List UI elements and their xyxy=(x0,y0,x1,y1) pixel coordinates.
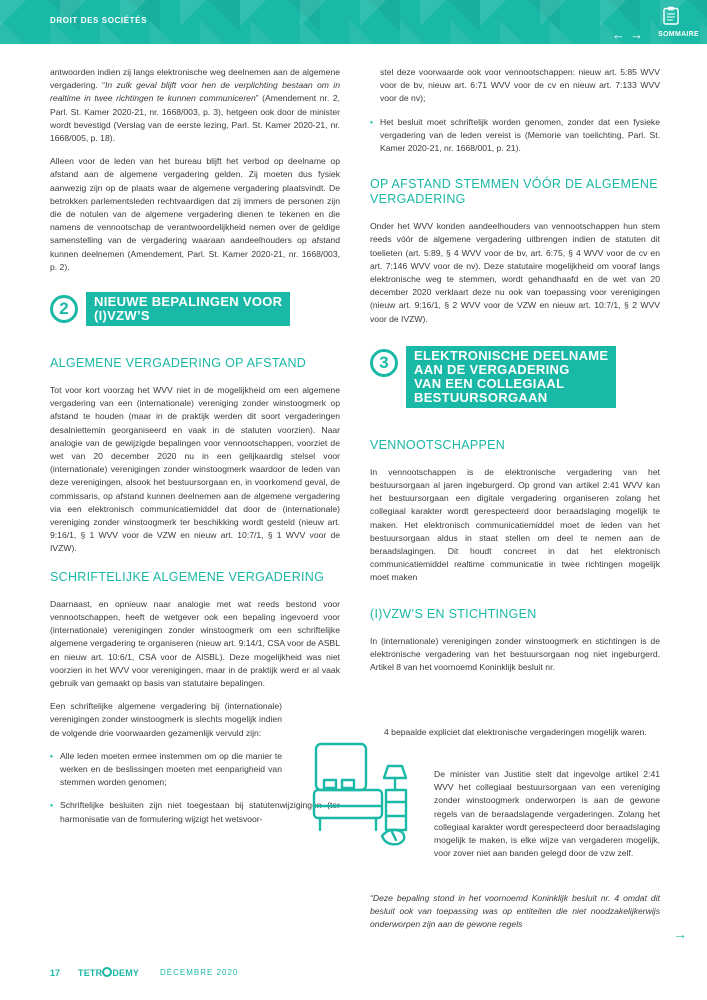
bullet-item: • Alle leden moeten ermee instemmen om op die manier te werken en de beslissingen moeten met eenparigheid van stemmen worden genomen; xyxy=(50,750,282,790)
gear-icon xyxy=(102,967,112,977)
section-3-heading xyxy=(370,346,660,412)
section-2-heading xyxy=(50,292,340,342)
bullet-item: • Het besluit moet schriftelijk worden genomen, zonder dat een fysieke vergadering van de leden vereist is (Memorie van toelichting, Parl. St. Kamer 2020-21, nr. 1668/001, p. 21). xyxy=(370,116,660,156)
paragraph: Alleen voor de leden van het bureau blijft het verbod op deelname op afstand aan de algemene vergadering gelden. Zij moeten dus fysiek aanwezig zijn op de plaats waar de algemene vergadering plaatsvindt. De betrokken parlementsleden rechtvaardigen dat zij immers de personen zijn die de notulen van de algemene vergadering dienen te tekenen en die namens de vennootschap de verantwoordelijkheid nemen over de geldige samenstelling van de vergadering waaraan aandeelhouders op afstand kunnen deelnemen (Amendement, Parl. St. Kamer 2020-21, nr. 1668/003, p. 2). xyxy=(50,156,340,272)
section-number: 3 xyxy=(370,349,398,377)
next-page-arrow-icon[interactable]: → xyxy=(673,926,687,942)
bullet-item: • Schriftelijke besluiten zijn niet toegestaan bij statutenwijzigingen (ter harmonisatie van de formulering wijzigt het wetsvoor- xyxy=(50,799,340,825)
left-column xyxy=(50,66,340,836)
next-page-arrow-icon[interactable]: → xyxy=(630,27,643,42)
section-title: DROIT DES SOCIÉTÉS xyxy=(50,16,148,25)
paragraph: antwoorden indien zij langs elektronische weg deelnemen aan de algemene vergadering. “In zulk geval blijft voor hen de verplichting bestaan om in realtime in twee richtingen te kunnen communiceren” (Amendement nr. 2, Parl. St. Kamer 2020-21, nr. 1668/003, p. 3), hetgeen ook door de minister wordt bevestigd (Verslag van de eerste lezing, Parl. St. Kamer 2020-21, nr. 1668/005, p. 18). xyxy=(50,67,340,144)
quote: “Deze bepaling stond in het voornoemd Koninklijk besluit nr. 4 omdat dit besluit ook van toepassing was op entiteiten die niet noodzakelijkerwijs onderworpen zijn aan de gewone regels xyxy=(370,893,660,930)
paragraph: Onder het WVV konden aandeelhouders van vennootschappen hun stem reeds vóór de algemene vergadering uitbrengen indien de statuten dit toelieten (art. 5:89, § 4 WVV voor de bv, art. 6:75, § 4 WVV voor de cv en art. 7:146 WVV voor de nv). Deze statutaire mogelijkheid om vooraf langs elektronische weg te stemmen, wordt gehandhaafd en de wet van 20 december 2020 verklaart deze nu ook van toepassing voor verenigingen (nieuw art. 9:16/1, § 2 WVV voor de VZW en nieuw art. 10:7/1, § 2 WVV voor de IVZW). xyxy=(370,221,660,324)
page-header xyxy=(0,0,707,44)
paragraph: stel deze voorwaarde ook voor vennootschappen: nieuw art. 5:85 WVV voor de bv, nieuw art. 6:71 WVV voor de cv en nieuw art. 7:133 WVV voor de nv); xyxy=(380,67,660,104)
issue-date: DÉCEMBRE 2020 xyxy=(160,968,239,977)
sommaire-link[interactable]: SOMMAIRE xyxy=(658,31,699,38)
subheading: ALGEMENE VERGADERING OP AFSTAND xyxy=(50,356,307,371)
subheading: SCHRIFTELIJKE ALGEMENE VERGADERING xyxy=(50,569,325,584)
section-title-block: ELEKTRONISCHE DEELNAME AAN DE VERGADERING VAN EEN COLLEGIAAL BESTUURSORGAAN xyxy=(406,346,616,408)
bedroom-illustration xyxy=(310,740,432,862)
subheading: (I)VZW’S EN STICHTINGEN xyxy=(370,606,537,621)
subheading: OP AFSTAND STEMMEN VÓÓR DE ALGEMENE VERGADERING xyxy=(370,177,658,207)
paragraph: De minister van Justitie stelt dat ingevolge artikel 2:41 WVV het collegiaal bestuursorgaan van een vereniging zonder winstoogmerk onderworpen is aan de gewone regels van de beraadslagende vergaderingen. Zolang het collegiaal karakter wordt gerespecteerd door beraadslaging mogelijk te maken, is elke wijze van vergaderen mogelijk, voor zover niet aan banden gelegd door de vzw zelf. xyxy=(434,769,660,859)
subheading: VENNOOTSCHAPPEN xyxy=(370,437,506,452)
paragraph: In (internationale) verenigingen zonder winstoogmerk en stichtingen is de elektronische vergadering van het bestuursorgaan nog niet ingeburgerd. Artikel 8 van het voornoemd Koninklijk besluit nr. xyxy=(370,635,660,673)
section-number: 2 xyxy=(50,295,78,323)
right-column xyxy=(370,66,660,674)
paragraph: Daarnaast, en opnieuw naar analogie met wat reeds bestond voor vennootschappen, heeft de wetgever ook een bepaling ingevoerd voor (internationale) verenigingen zonder winstoogmerk om een schriftelijke algemene vergadering te organiseren (nieuw art. 9:14/1, CSA voor de ASBL en nieuw art. 10:6/1, CSA voor de AISBL). Deze mogelijkheid was niet voorzien in het WVV voor verenigingen, maar in de praktijk werd er al vaak gebruik van gemaakt op basis van statutaire bepalingen. xyxy=(50,598,340,688)
clipboard-icon[interactable] xyxy=(663,6,679,25)
brand-logo: TETR DEMY xyxy=(78,968,140,978)
section-title-block: NIEUWE BEPALINGEN VOOR (I)VZW’S xyxy=(86,292,290,326)
paragraph: Tot voor kort voorzag het WVV niet in de mogelijkheid om een algemene vergadering van een (internationale) vereniging zonder winstoogmerk op afstand te houden (maar in de praktijk werden dit soort vergaderingen desalniettemin georganiseerd en vaak in de statuten voorzien). Naar analogie van de gewijzigde bepalingen voor vennootschappen, voorziet de wet van 20 december 2020 nu in een gelijkaardig stelsel voor (internationale) verenigingen zonder winstoogmerk waardoor de leden van deze verenigingen, alsook het bestuursorgaan en, in voorkomend geval, de commissaris, op afstand kunnen deelnemen aan de algemene vergadering via een elektronisch communicatiemiddel dat door de (internationale) vereniging zonder winstoogmerk ter beschikking wordt gesteld (nieuw art. 9:16/1, § 1 WVV voor de VZW en nieuw art. 10:7/1, § 1 WVV voor de IVZW). xyxy=(50,385,340,554)
page-number: 17 xyxy=(50,968,61,978)
previous-page-arrow-icon[interactable]: ← xyxy=(612,27,625,42)
header-nav xyxy=(589,6,699,40)
paragraph: In vennootschappen is de elektronische vergadering van het bestuursorgaan al jaren ingeburgerd. Op grond van artikel 2:41 WVV kan het bestuursorgaan een digitale vergadering organiseren zolang het collegiaal karakter wordt gerespecteerd door beraadslaging mogelijk te maken. Het elektronisch communicatiemiddel moet de leden van het bestuursorgaan aldus in staat stellen om deel te nemen aan de beraadslagingen. Dit houdt concreet in dat het elektronisch communicatiemiddel realtime communicatie in twee richtingen mogelijk moet maken xyxy=(370,466,660,583)
page-footer xyxy=(50,966,350,984)
paragraph: 4 bepaalde expliciet dat elektronische vergaderingen mogelijk waren. xyxy=(384,727,647,737)
paragraph: Een schriftelijke algemene vergadering bij (internationale) verenigingen zonder winstoogmerk is slechts mogelijk indien de volgende drie voorwaarden gezamenlijk vervuld zijn: xyxy=(50,701,282,738)
